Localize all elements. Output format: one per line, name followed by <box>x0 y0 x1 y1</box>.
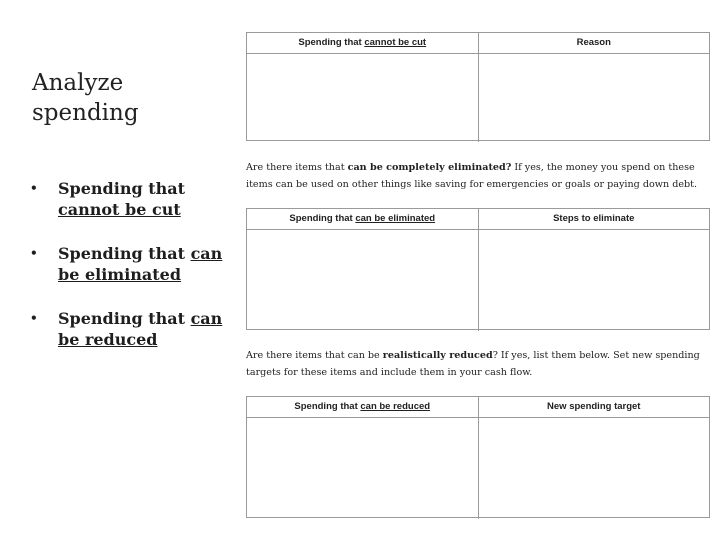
column-header-target: New spending target <box>478 397 710 417</box>
page-title: Analyze spending <box>32 70 139 126</box>
table-header-row <box>247 397 709 418</box>
question-reduce: Are there items that can be realistically reduced? If yes, list them below. Set new spending targets for these items and include them in your cash flow. <box>246 350 700 378</box>
bullet-dot-icon: • <box>30 246 38 260</box>
bullet-underlined-text: cannot be cut <box>58 200 181 219</box>
table-cell-spending[interactable] <box>247 418 478 519</box>
table-cell-spending[interactable] <box>247 54 478 142</box>
column-header-spending: Spending that cannot be cut <box>298 37 427 48</box>
column-header-reason: Reason <box>478 33 710 53</box>
table-can-be-reduced <box>246 396 710 518</box>
table-header-row <box>247 209 709 230</box>
table-cell-steps[interactable] <box>478 230 710 331</box>
table-can-be-eliminated <box>246 208 710 330</box>
bullet-text: Spending that <box>58 179 185 198</box>
table-cell-spending[interactable] <box>247 230 478 331</box>
table-header-row <box>247 33 709 54</box>
table-cannot-be-cut <box>246 32 710 141</box>
bullet-dot-icon: • <box>30 311 38 325</box>
bullet-item-can-be-reduced <box>30 308 235 350</box>
bullet-text: Spending that <box>58 244 191 263</box>
table-row <box>247 230 709 331</box>
table-row <box>247 418 709 519</box>
column-header-spending: Spending that can be reduced <box>294 401 431 412</box>
column-header-steps: Steps to eliminate <box>478 209 710 229</box>
bullet-item-can-be-eliminated <box>30 243 235 285</box>
question-eliminate: Are there items that can be completely eliminated? If yes, the money you spend on these items can be used on other things like saving for emergencies or goals or paying down debt. <box>246 162 698 190</box>
bullet-dot-icon: • <box>30 181 38 195</box>
bullet-underlined-text: can be reduced <box>58 309 223 349</box>
bullet-underlined-text: can be eliminated <box>58 244 223 284</box>
table-cell-target[interactable] <box>478 418 710 519</box>
column-header-spending: Spending that can be eliminated <box>289 213 436 224</box>
table-row <box>247 54 709 142</box>
bullet-text: Spending that <box>58 309 191 328</box>
table-cell-reason[interactable] <box>478 54 710 142</box>
bullet-item-cannot-be-cut <box>30 178 235 220</box>
